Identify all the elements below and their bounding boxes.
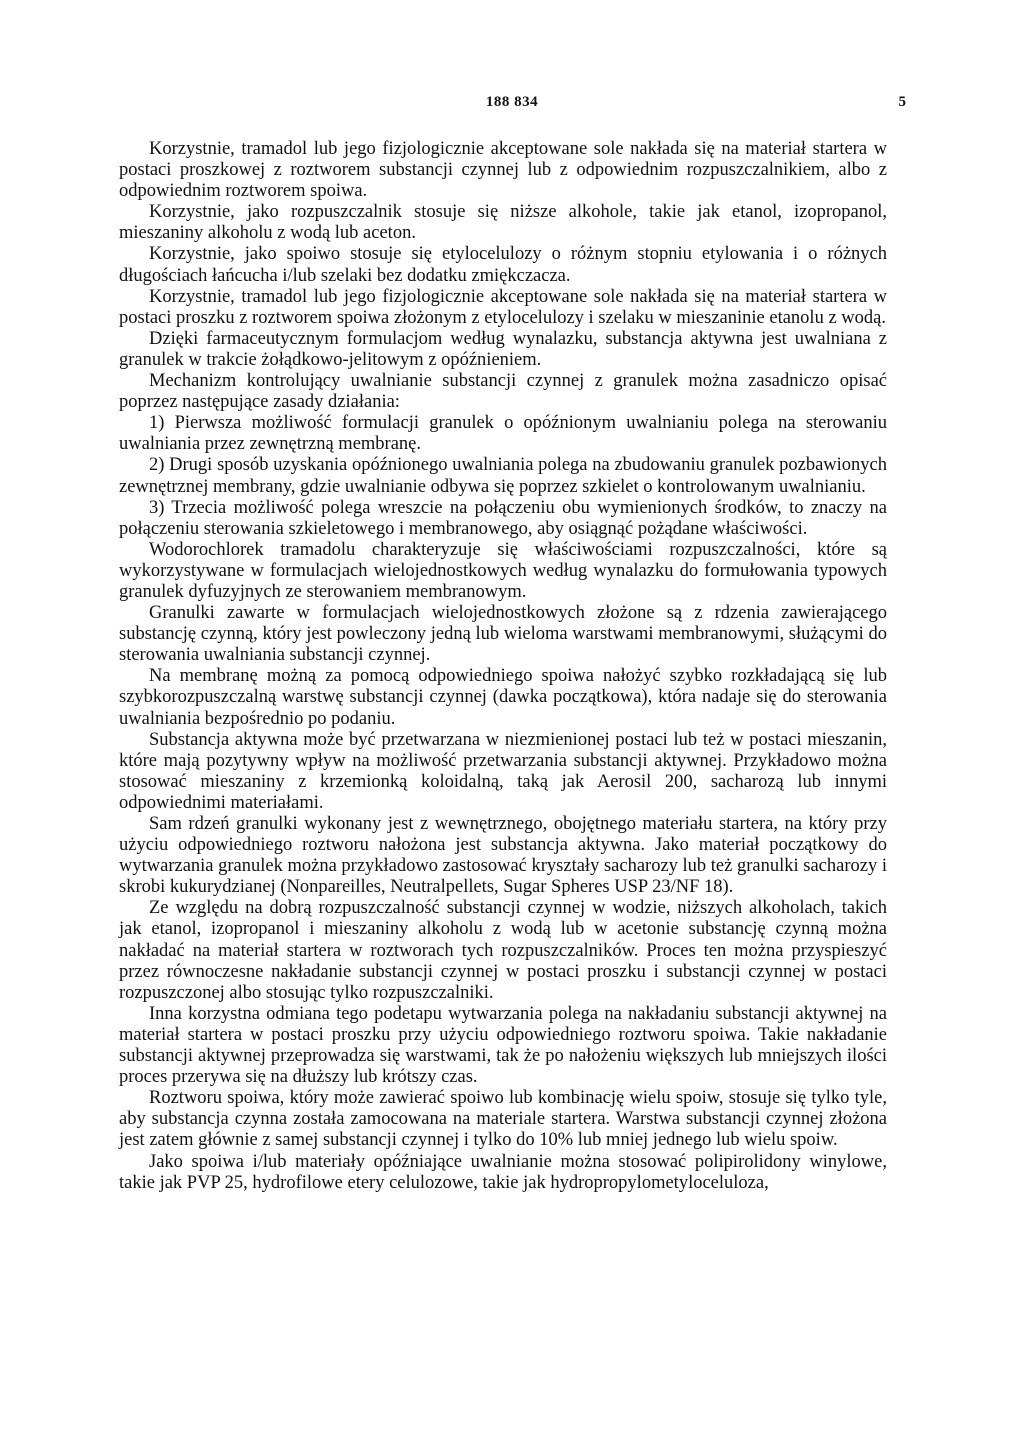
page-number: 5 — [898, 94, 906, 110]
paragraph: Korzystnie, jako spoiwo stosuje się etylocelulozy o różnym stopniu etylowania i o różnych długościach łańcucha i/lub szelaki bez dodatku zmiękczacza. — [119, 244, 887, 286]
paragraph: Granulki zawarte w formulacjach wielojednostkowych złożone są z rdzenia zawierającego substancję czynną, który jest powleczony jedną lub wieloma warstwami membranowymi, służącymi do sterowania uwalniania substancji czynnej. — [119, 603, 887, 666]
patent-number: 188 834 — [485, 94, 539, 110]
paragraph: Sam rdzeń granulki wykonany jest z wewnętrznego, obojętnego materiału startera, na który przy użyciu odpowiedniego roztworu nałożona jest substancja aktywna. Jako materiał początkowy do wytwarzania granulek można przykładowo zastosować kryształy sacharozy lub też granulki sacharozy i skrobi kukurydzianej (Nonpareilles, Neutralpellets, Sugar Spheres USP 23/NF 18). — [119, 814, 887, 898]
paragraph: Mechanizm kontrolujący uwalnianie substancji czynnej z granulek można zasadniczo opisać poprzez następujące zasady działania: — [119, 371, 887, 413]
paragraph: Roztworu spoiwa, który może zawierać spoiwo lub kombinację wielu spoiw, stosuje się tylko tyle, aby substancja czynna została zamocowana na materiale startera. Warstwa substancji czynnej złożona jest zatem głównie z samej substancji czynnej i tylko do 10% lub mniej jednego lub wielu spoiw. — [119, 1088, 887, 1151]
paragraph: 3) Trzecia możliwość polega wreszcie na połączeniu obu wymienionych środków, to znaczy na połączeniu sterowania szkieletowego i membranowego, aby osiągnąć pożądane właściwości. — [119, 497, 887, 539]
page-header — [118, 94, 906, 116]
paragraph: Korzystnie, jako rozpuszczalnik stosuje się niższe alkohole, takie jak etanol, izopropanol, mieszaniny alkoholu z wodą lub aceton. — [119, 202, 887, 244]
paragraph: 2) Drugi sposób uzyskania opóźnionego uwalniania polega na zbudowaniu granulek pozbawionych zewnętrznej membrany, gdzie uwalnianie odbywa się poprzez szkielet o kontrolowanym uwalnianiu. — [119, 455, 887, 497]
paragraph: 1) Pierwsza możliwość formulacji granulek o opóźnionym uwalnianiu polega na sterowaniu uwalniania przez zewnętrzną membranę. — [119, 413, 887, 455]
body-text — [119, 139, 887, 1194]
paragraph: Jako spoiwa i/lub materiały opóźniające uwalnianie można stosować polipirolidony winylowe, takie jak PVP 25, hydrofilowe etery celulozowe, takie jak hydropropylometyloceluloza, — [119, 1151, 887, 1193]
paragraph: Korzystnie, tramadol lub jego fizjologicznie akceptowane sole nakłada się na materiał startera w postaci proszkowej z roztworem substancji czynnej lub z odpowiednim rozpuszczalnikiem, albo z odpowiednim roztworem spoiwa. — [119, 139, 887, 202]
paragraph: Substancja aktywna może być przetwarzana w niezmienionej postaci lub też w postaci mieszanin, które mają pozytywny wpływ na możliwość przetwarzania substancji aktywnej. Przykładowo można stosować mieszaniny z krzemionką koloidalną, taką jak Aerosil 200, sacharozą lub innymi odpowiednimi materiałami. — [119, 729, 887, 813]
paragraph: Korzystnie, tramadol lub jego fizjologicznie akceptowane sole nakłada się na materiał startera w postaci proszku z roztworem spoiwa złożonym z etylocelulozy i szelaku w mieszaninie etanolu z wodą. — [119, 286, 887, 328]
paragraph: Inna korzystna odmiana tego podetapu wytwarzania polega na nakładaniu substancji aktywnej na materiał startera w postaci proszku przy użyciu odpowiedniego roztworu spoiwa. Takie nakładanie substancji aktywnej przeprowadza się warstwami, tak że po nałożeniu większych lub mniejszych ilości proces przerywa się na dłuższy lub krótszy czas. — [119, 1003, 887, 1088]
paragraph: Wodorochlorek tramadolu charakteryzuje się właściwościami rozpuszczalności, które są wykorzystywane w formulacjach wielojednostkowych według wynalazku do formułowania typowych granulek dyfuzyjnych ze sterowaniem membranowym. — [119, 539, 887, 602]
paragraph: Dzięki farmaceutycznym formulacjom według wynalazku, substancja aktywna jest uwalniana z granulek w trakcie żołądkowo-jelitowym z opóźnieniem. — [119, 328, 887, 370]
paragraph: Ze względu na dobrą rozpuszczalność substancji czynnej w wodzie, niższych alkoholach, takich jak etanol, izopropanol i mieszaniny alkoholu z wodą lub w acetonie substancję czynną można nakładać na materiał startera w roztworach tych rozpuszczalników. Proces ten można przyspieszyć przez równoczesne nakładanie substancji czynnej w postaci proszku i substancji czynnej w postaci rozpuszczonej albo stosując tylko rozpuszczalniki. — [119, 898, 887, 1003]
paragraph: Na membranę możną za pomocą odpowiedniego spoiwa nałożyć szybko rozkładającą się lub szybkorozpuszczalną warstwę substancji czynnej (dawka początkowa), która nadaje się do sterowania uwalniania bezpośrednio po podaniu. — [119, 666, 887, 729]
